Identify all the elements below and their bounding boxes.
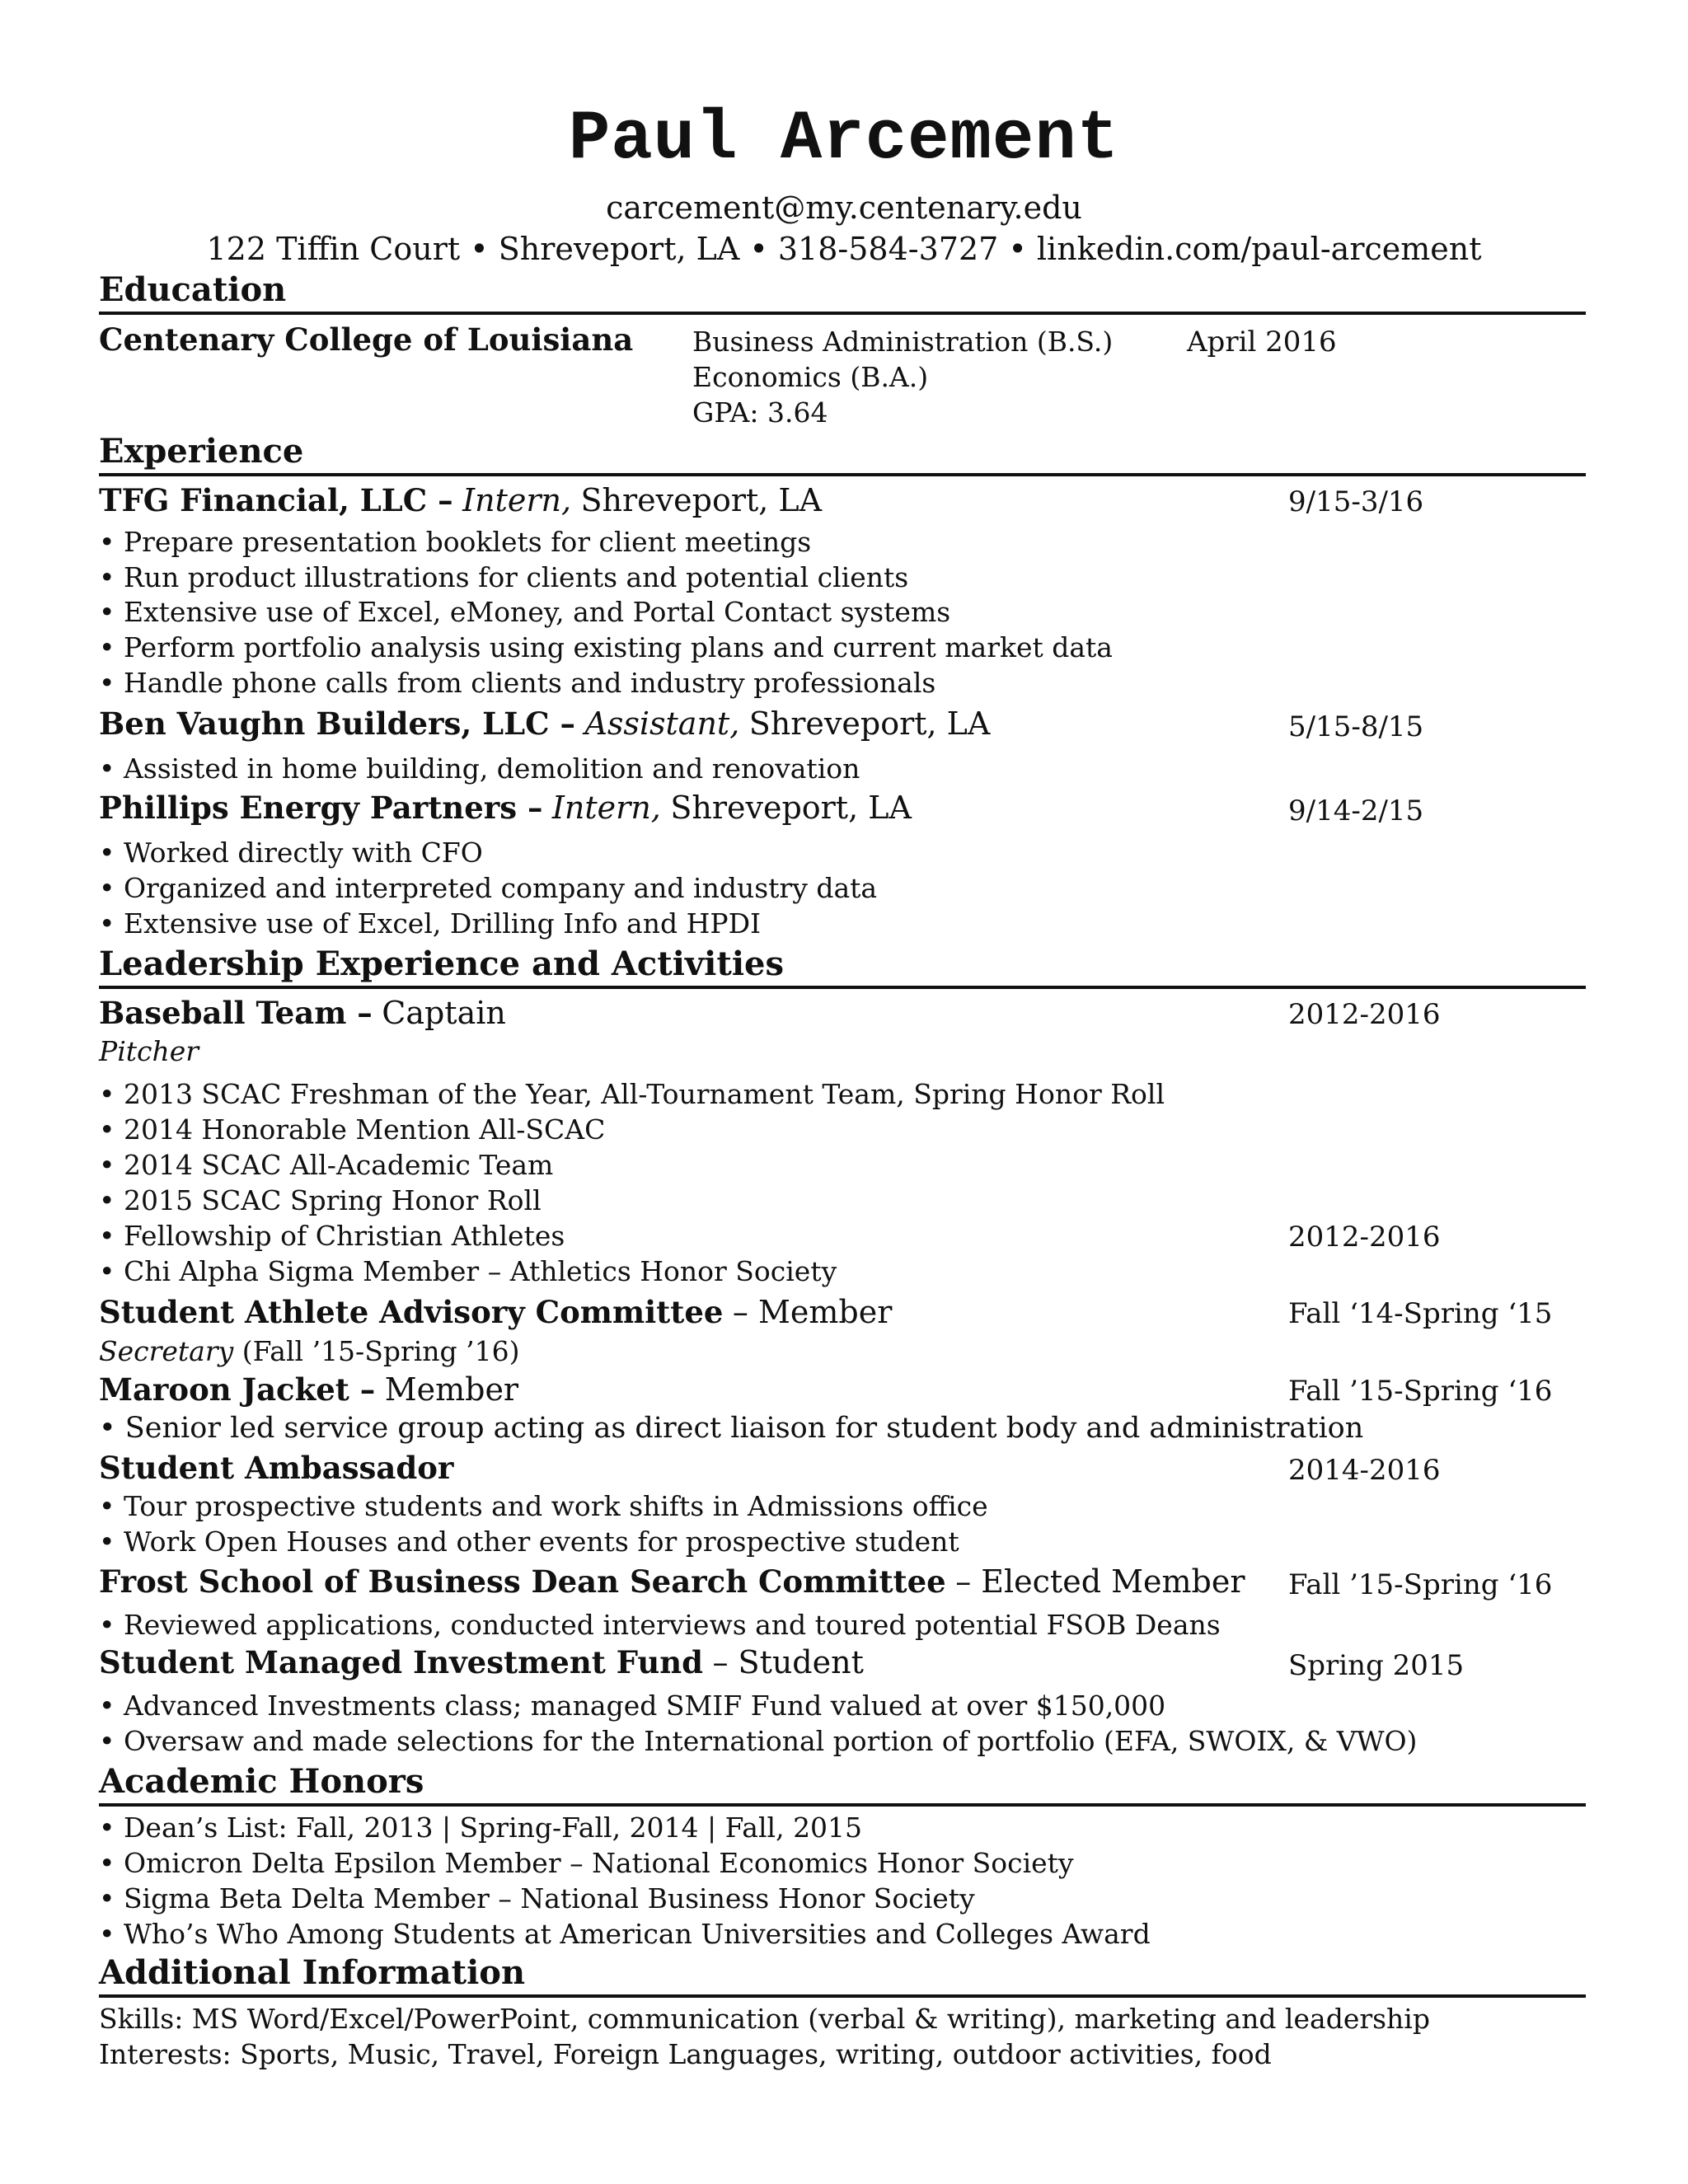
job-title-line [99,792,912,824]
activity-org: Student Managed Investment Fund [99,1644,703,1680]
activity-title-line [99,1371,519,1408]
bullet-item: • Worked directly with CFO [99,837,483,869]
job-date: 9/14-2/15 [1288,794,1424,827]
activity-role: – Student [712,1644,864,1680]
bullet-item: • Run product illustrations for clients and potential clients [99,561,909,593]
job-role: Intern, [462,482,572,518]
activity-role: Member [384,1371,519,1408]
activity-title-line [99,1644,864,1680]
activity-date: Fall ’15-Spring ‘16 [1288,1568,1553,1601]
contact-email: carcement@my.centenary.edu [606,190,1082,226]
additional-heading: Additional Information [99,1953,526,1992]
degree-2: Economics (B.A.) [692,361,929,393]
job-title-line [99,705,991,742]
job-location: Shreveport, LA [580,482,823,518]
job-date: 5/15-8/15 [1288,710,1424,743]
bullet-item: • Fellowship of Christian Athletes [99,1220,565,1252]
experience-heading: Experience [99,432,304,471]
bullet-item: • Assisted in home building, demolition and renovation [99,752,860,785]
activity-title-line [99,997,506,1029]
bullet-item: • Tour prospective students and work shifts in Admissions office [99,1490,988,1522]
honors-heading: Academic Honors [99,1762,424,1801]
bullet-item: • 2014 SCAC All-Academic Team [99,1149,554,1181]
bullet-item: • Prepare presentation booklets for client meetings [99,526,812,558]
job-role: Intern, [551,790,661,826]
job-org: Ben Vaughn Builders, LLC – [99,705,575,742]
bullet-item: • Work Open Houses and other events for prospective student [99,1526,959,1558]
activity-org: Maroon Jacket – [99,1371,376,1408]
activity-role: Captain [382,995,506,1031]
bullet-item: • Reviewed applications, conducted interviews and toured potential FSOB Deans [99,1609,1221,1641]
bullet-item: • Perform portfolio analysis using existing plans and current market data [99,631,1113,663]
job-location: Shreveport, LA [670,790,912,826]
education-date: April 2016 [1187,326,1337,359]
gpa: GPA: 3.64 [692,396,828,429]
interests-line: Interests: Sports, Music, Travel, Foreign Languages, writing, outdoor activities, food [99,2038,1272,2070]
contact-address-line: 122 Tiffin Court • Shreveport, LA • 318-584-3727 • linkedin.com/paul-arcement [206,231,1482,267]
additional-rule [99,1994,1586,1998]
activity-org: Baseball Team – [99,995,373,1031]
leadership-rule [99,986,1586,989]
activity-title-line [99,1450,454,1486]
activity-subtitle [99,1335,520,1367]
bullet-item: • 2013 SCAC Freshman of the Year, All-Tournament Team, Spring Honor Roll [99,1078,1165,1110]
bullet-item: • Oversaw and made selections for the International portion of portfolio (EFA, SWOIX, & VWO) [99,1725,1418,1757]
bullet-item: • 2015 SCAC Spring Honor Roll [99,1184,542,1216]
bullet-item: • Organized and interpreted company and industry data [99,872,878,904]
bullet-item: • Handle phone calls from clients and industry professionals [99,667,936,699]
job-role: Assistant, [584,705,740,742]
experience-rule [99,473,1586,476]
activity-subtitle-date: (Fall ’15-Spring ’16) [233,1335,520,1367]
activity-role: – Member [732,1294,893,1330]
activity-date: 2012-2016 [1288,998,1441,1031]
activity-date: Fall ‘14-Spring ‘15 [1288,1297,1553,1330]
education-school [99,321,634,358]
job-location: Shreveport, LA [748,705,991,742]
activity-subtitle-role: Secretary [99,1335,234,1367]
activity-org: Frost School of Business Dean Search Committee [99,1563,946,1600]
job-title-line [99,482,823,518]
bullet-item: • Who’s Who Among Students at American Universities and Colleges Award [99,1918,1151,1950]
activity-date: Spring 2015 [1288,1649,1465,1682]
candidate-name: Paul Arcement [568,101,1120,179]
bullet-item: • Advanced Investments class; managed SMIF Fund valued at over $150,000 [99,1690,1166,1722]
bullet-item: • Senior led service group acting as direct liaison for student body and administration [99,1412,1364,1445]
bullet-item: • Dean’s List: Fall, 2013 | Spring-Fall, 2014 | Fall, 2015 [99,1811,863,1844]
bullet-item: • Sigma Beta Delta Member – National Business Honor Society [99,1882,975,1915]
bullet-item: • 2014 Honorable Mention All-SCAC [99,1113,606,1146]
education-rule [99,312,1586,315]
bullet-item: • Extensive use of Excel, eMoney, and Portal Contact systems [99,596,951,628]
skills-line: Skills: MS Word/Excel/PowerPoint, communication (verbal & writing), marketing and leadership [99,2003,1430,2035]
activity-role: – Elected Member [955,1563,1245,1600]
school-name: Centenary College of Louisiana [99,321,634,358]
bullet-item: • Extensive use of Excel, Drilling Info and HPDI [99,907,762,940]
activity-date: 2014-2016 [1288,1454,1441,1487]
job-org: Phillips Energy Partners – [99,790,543,826]
activity-org: Student Athlete Advisory Committee [99,1294,724,1330]
education-heading: Education [99,270,287,309]
degree-1: Business Administration (B.S.) [692,326,1114,358]
job-org: TFG Financial, LLC – [99,482,453,518]
honors-rule [99,1803,1586,1807]
activity-title-line [99,1296,892,1329]
activity-date: Fall ’15-Spring ‘16 [1288,1375,1553,1408]
activity-title-line [99,1563,1245,1600]
job-date: 9/15-3/16 [1288,485,1424,518]
bullet-item: • Chi Alpha Sigma Member – Athletics Honor Society [99,1255,837,1287]
activity-date: 2012-2016 [1288,1221,1441,1254]
activity-org: Student Ambassador [99,1450,454,1486]
bullet-item: • Omicron Delta Epsilon Member – National Economics Honor Society [99,1847,1074,1879]
activity-subtitle: Pitcher [99,1035,199,1067]
leadership-heading: Leadership Experience and Activities [99,944,784,983]
